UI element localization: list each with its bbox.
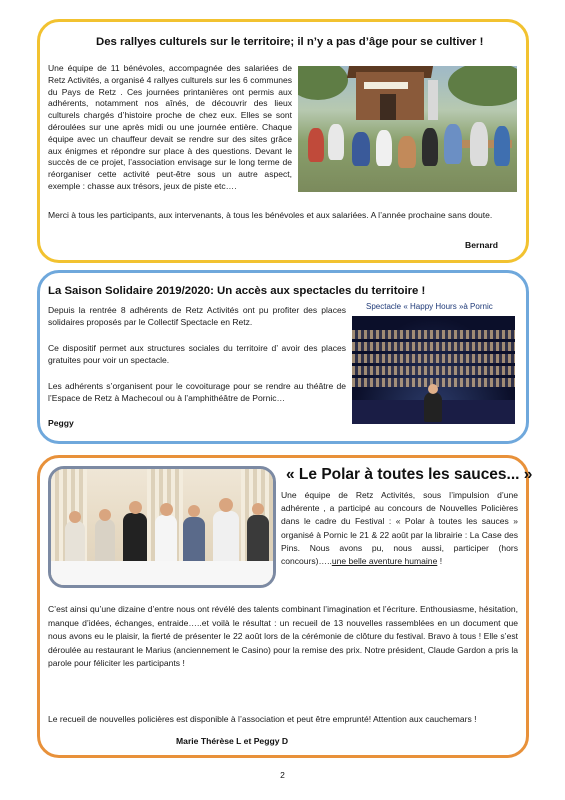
person-head: [160, 503, 173, 516]
person-figure: [155, 515, 177, 565]
saison-title: La Saison Solidaire 2019/2020: Un accès aux spectacles du territoire !: [48, 285, 426, 297]
spectacle-caption: Spectacle « Happy Hours »à Pornic: [366, 302, 493, 311]
rallye-picnic-photo: [298, 66, 517, 192]
person-figure: [470, 122, 488, 166]
person-figure: [328, 124, 344, 160]
saison-signature: Peggy: [48, 418, 74, 428]
person-figure: [183, 517, 205, 565]
page-number: 2: [280, 770, 285, 780]
person-head: [69, 511, 81, 523]
tree-shape: [298, 66, 348, 100]
polar-para-3: Le recueil de nouvelles policières est disponible à l’association et peut être emprunté! Attention aux cauchemars !: [48, 714, 477, 724]
welcome-sign: [364, 82, 408, 89]
theater-audience-photo: [352, 316, 515, 424]
person-head: [219, 498, 233, 512]
tree-shape: [448, 66, 517, 106]
person-head: [99, 509, 111, 521]
person-figure: [352, 132, 370, 166]
audience-row: [352, 330, 515, 339]
polar-para-2: C’est ainsi qu’une dizaine d’entre nous ont révélé des talents combinant l’imagination et l’écriture. Enthousiasme, hésitation, manque d’idées, échanges, entraide…..et voilà le résultat : un recueil de 13 nouvelles rassemblées en un document que nous avons eu le plaisir, la fierté de présenter le 22 août lors de la cérémonie de clôture du festival. Bravo à tous ! Elle s’est déroulée au restaurant le Marius (anciennement le Casino) pour la remise des prix. Notre président, Claude Gardon a pris la parole pour féliciter les participants !: [48, 604, 518, 669]
person-figure: [308, 128, 324, 162]
person-head: [252, 503, 264, 515]
rallyes-paragraph: Une équipe de 11 bénévoles, accompagnée des salariées de Retz Activités, a organisé 4 rallyes culturels sur les 6 communes du Pays de Retz . Ces journées printanières ont permis aux adhérents, notamment nos aînés, de découvrir des lieux culturels chargés d’histoire proche de chez eux. Elles se sont déroulées sur une après midi ou une journée entière. Chaque équipe avec un chauffeur devait se rendre sur des sites grâce aux énigmes et répondre sur place à des questions. Devant le succès de ce projet, l’association envisage sur le long terme de réorganiser cette activité peut-être sous un autre aspect, exemple : chasse aux trésors, jeux de piste etc….: [48, 63, 292, 191]
person-figure: [65, 521, 85, 565]
polar-underlined-phrase: une belle aventure humaine: [331, 556, 438, 567]
performer-head: [428, 384, 438, 394]
polar-para-1: [281, 489, 518, 568]
audience-row: [352, 366, 515, 375]
table: [51, 561, 276, 588]
saison-para-2: Ce dispositif permet aux structures sociales du territoire d’ avoir des places gratuites pour voir un spectacle.: [48, 343, 346, 365]
accueil-post: [428, 80, 438, 120]
person-figure: [247, 515, 269, 565]
polar-signature: Marie Thérèse L et Peggy D: [176, 736, 289, 746]
person-figure: [494, 126, 510, 166]
polar-group-photo: [48, 466, 276, 588]
person-head: [129, 501, 142, 514]
person-figure: [376, 130, 392, 166]
hut-door: [380, 94, 396, 120]
person-figure: [422, 128, 438, 166]
polar-para-1-end: !: [437, 556, 443, 567]
person-figure: [444, 124, 462, 164]
polar-para-1-text: Une équipe de Retz Activités, sous l’impulsion d’une adhérente , a participé au concours de Nouvelles Policières dans le cadre du Festival : « Polar à toutes les sauces » organisé à Pornic le 21 & 22 août par la librairie : La Case des Pins. Nous avons pu, nous aussi, participer (hors concours)…..: [281, 490, 518, 567]
saison-para-1: Depuis la rentrée 8 adhérents de Retz Activités ont pu profiter des places solidaires proposés par le Collectif Spectacle en Retz.: [48, 305, 346, 327]
performer-figure: [424, 392, 442, 422]
audience-row: [352, 354, 515, 363]
person-figure: [95, 519, 115, 565]
audience-row: [352, 342, 515, 351]
person-figure: [123, 513, 147, 565]
rallyes-signature: Bernard: [465, 240, 498, 250]
rallyes-thanks: Merci à tous les participants, aux intervenants, à tous les bénévoles et aux salariées. A l’année prochaine sans doute.: [48, 210, 493, 220]
polar-title: « Le Polar à toutes les sauces... »: [286, 466, 533, 483]
person-figure: [213, 511, 239, 565]
person-figure: [398, 136, 416, 168]
person-head: [188, 505, 200, 517]
rallyes-title: Des rallyes culturels sur le territoire; il n’y a pas d’âge pour se cultiver !: [96, 36, 484, 48]
saison-para-3: Les adhérents s’organisent pour le covoiturage pour se rendre au théâtre de l’Espace de Retz à Machecoul ou à l’amphithéâtre de Pornic…: [48, 381, 346, 403]
